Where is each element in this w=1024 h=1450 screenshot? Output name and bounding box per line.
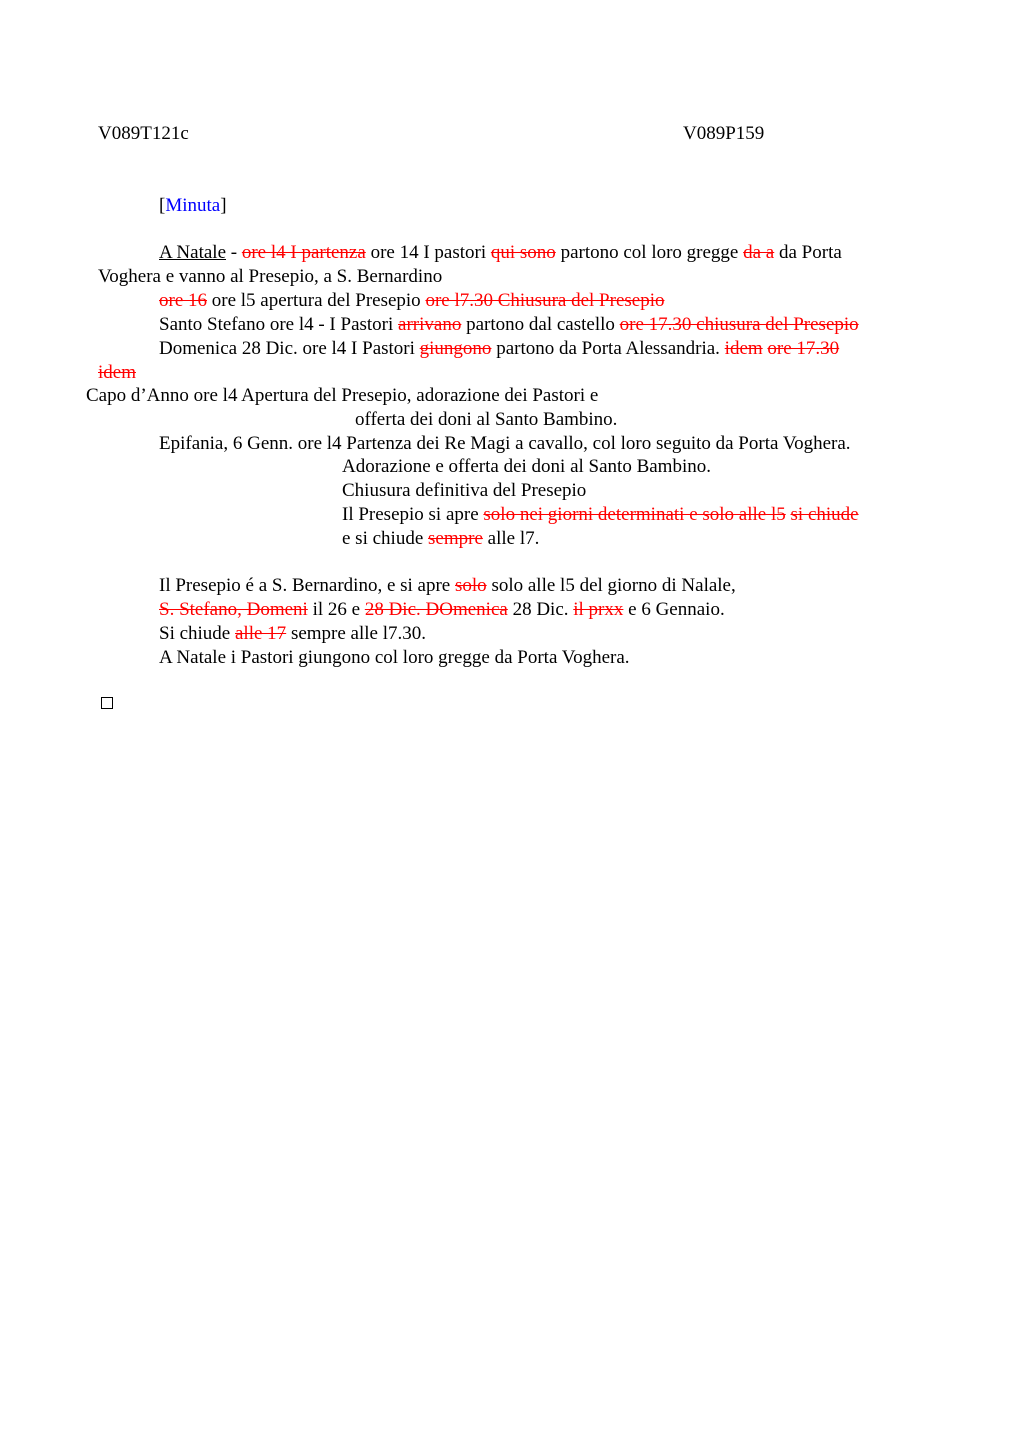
text: e 6 Gennaio. bbox=[623, 599, 725, 620]
deleted-text: qui sono bbox=[490, 242, 556, 263]
deleted-text: ore l7.30 Chiusura del Presepio bbox=[425, 290, 665, 311]
deleted-text: il prxx bbox=[573, 599, 624, 620]
text: ore l5 apertura del Presepio bbox=[207, 290, 426, 311]
santo-stefano-line bbox=[159, 313, 859, 337]
deleted-text: ore 17.30 bbox=[767, 338, 840, 359]
epifania-line: Epifania, 6 Genn. ore l4 Partenza dei Re Magi a cavallo, col loro seguito da Porta Voghera. bbox=[159, 433, 851, 454]
bracket-open: [ bbox=[159, 195, 166, 216]
capo-danno-line: Capo d’Anno ore l4 Apertura del Presepio, adorazione dei Pastori e bbox=[86, 385, 599, 406]
text: alle l7. bbox=[482, 528, 540, 549]
text: partono dal castello bbox=[461, 314, 620, 335]
deleted-text: ore 16 bbox=[159, 290, 208, 311]
bracket-close: ] bbox=[220, 195, 227, 216]
text: il 26 e bbox=[307, 599, 365, 620]
deleted-text: ore 17.30 chiusura del Presepio bbox=[619, 314, 859, 335]
domenica-line bbox=[159, 337, 839, 361]
deleted-text: idem bbox=[724, 338, 763, 359]
text: Il Presepio é a S. Bernardino, e si apre bbox=[159, 575, 455, 596]
empty-checkbox-icon bbox=[101, 697, 113, 709]
dash: - bbox=[226, 242, 242, 263]
deleted-text: si chiude bbox=[790, 504, 859, 525]
deleted-text: 28 Dic. DOmenica bbox=[364, 599, 508, 620]
header-left-code: V089T121c bbox=[98, 123, 189, 144]
header-right-code: V089P159 bbox=[683, 123, 765, 144]
text: partono col loro gregge bbox=[555, 242, 744, 263]
bernardino-line bbox=[159, 574, 736, 598]
deleted-text: giungono bbox=[419, 338, 492, 359]
apertura-line bbox=[159, 289, 664, 313]
text: da Porta bbox=[774, 242, 842, 263]
deleted-text: alle 17 bbox=[235, 623, 287, 644]
deleted-text: solo bbox=[455, 575, 487, 596]
chiusura-line: Chiusura definitiva del Presepio bbox=[342, 480, 587, 501]
presepio-apre-line bbox=[342, 503, 859, 527]
natale-line bbox=[159, 241, 842, 265]
text: solo alle l5 del giorno di Nalale, bbox=[486, 575, 736, 596]
deleted-text: arrivano bbox=[398, 314, 462, 335]
minuta-label bbox=[159, 194, 227, 218]
natale-title: A Natale bbox=[159, 242, 227, 263]
domenica-line-cont bbox=[98, 361, 136, 385]
capo-danno-line-cont: offerta dei doni al Santo Bambino. bbox=[355, 409, 618, 430]
text: Il Presepio si apre bbox=[342, 504, 484, 525]
natale-line-cont: Voghera e vanno al Presepio, a S. Bernardino bbox=[98, 266, 443, 287]
deleted-text: S. Stefano, Domeni bbox=[159, 599, 308, 620]
deleted-text: idem bbox=[98, 362, 136, 383]
text: Santo Stefano ore l4 - I Pastori bbox=[159, 314, 399, 335]
deleted-text: solo nei giorni determinati e solo alle l5 bbox=[483, 504, 786, 525]
dates-line bbox=[159, 598, 725, 622]
text: ore 14 I pastori bbox=[365, 242, 491, 263]
text: partono da Porta Alessandria. bbox=[491, 338, 725, 359]
text: sempre alle l7.30. bbox=[286, 623, 427, 644]
deleted-text: sempre bbox=[428, 528, 483, 549]
text: 28 Dic. bbox=[507, 599, 574, 620]
closing-time-line bbox=[159, 622, 426, 646]
text: Domenica 28 Dic. ore l4 I Pastori bbox=[159, 338, 420, 359]
pastori-line: A Natale i Pastori giungono col loro gregge da Porta Voghera. bbox=[159, 647, 630, 668]
deleted-text: da a bbox=[743, 242, 775, 263]
text: e si chiude bbox=[342, 528, 429, 549]
adorazione-line: Adorazione e offerta dei doni al Santo Bambino. bbox=[342, 456, 711, 477]
text: Si chiude bbox=[159, 623, 235, 644]
deleted-text: ore l4 I partenza bbox=[241, 242, 366, 263]
minuta-text: Minuta bbox=[165, 195, 221, 216]
si-chiude-line bbox=[342, 527, 539, 551]
